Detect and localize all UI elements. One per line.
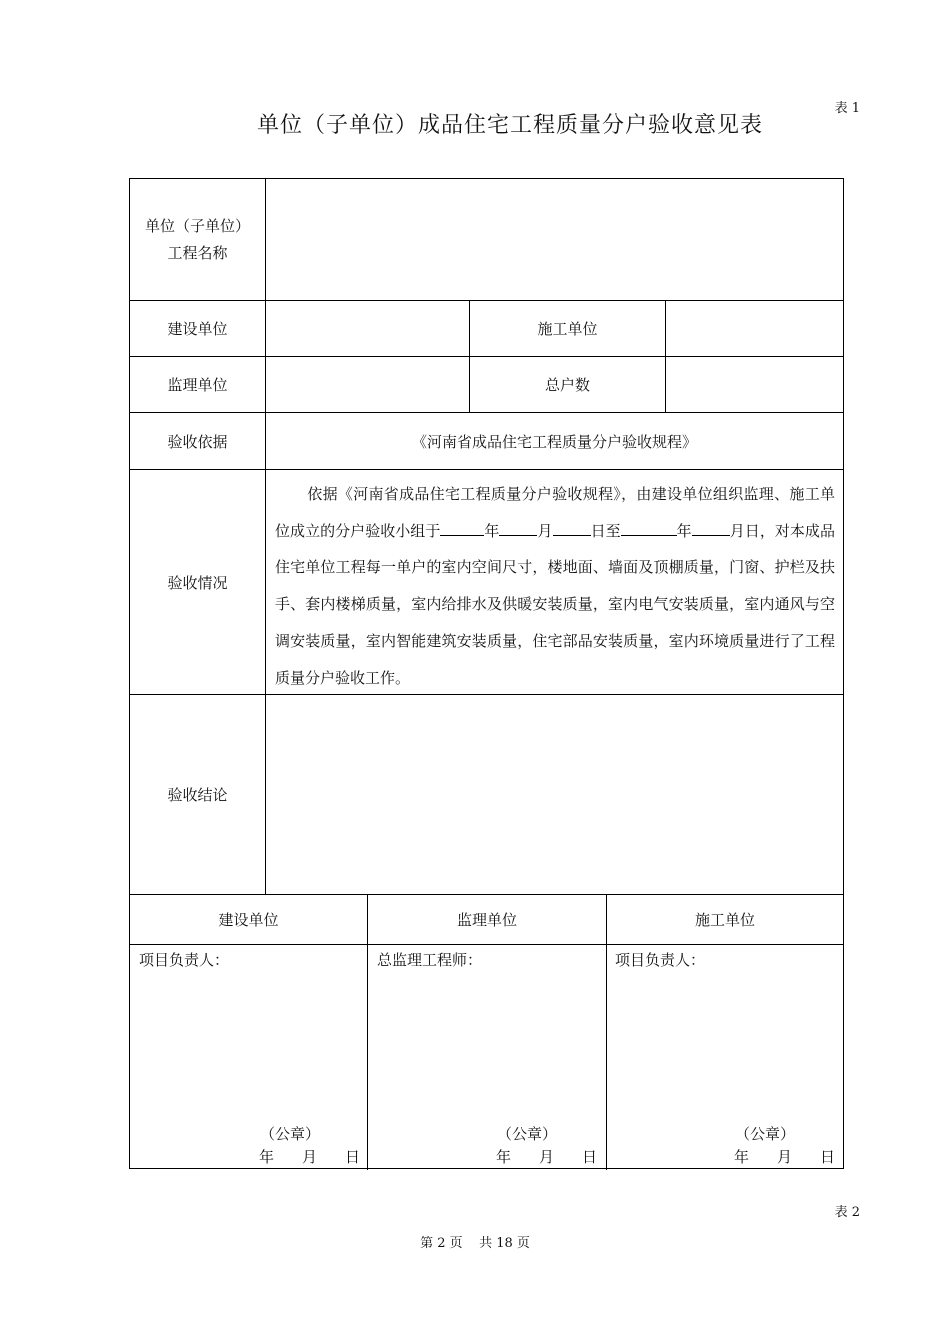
builder-seal-label: （公章） — [735, 1125, 796, 1143]
page-footer: 第 2 页 共 18 页 — [420, 1236, 530, 1251]
signature-header-builder: 施工单位 — [694, 911, 755, 929]
date-month: 月 — [539, 1148, 555, 1166]
date-year: 年 — [496, 1148, 512, 1166]
supervision-seal-label: （公章） — [497, 1125, 558, 1143]
situation-month-1: 月 — [537, 521, 553, 540]
supervision-unit-field[interactable] — [266, 357, 469, 412]
signature-header-construction: 建设单位 — [218, 911, 279, 929]
construction-signatory-label: 项目负责人： — [139, 951, 230, 969]
end-month-blank[interactable] — [692, 519, 730, 536]
conclusion-label: 验收结论 — [167, 786, 228, 804]
conclusion-field[interactable] — [266, 695, 843, 894]
construction-date-row — [259, 1146, 360, 1167]
project-name-field[interactable] — [266, 179, 843, 300]
row-divider — [130, 944, 843, 945]
start-month-blank[interactable] — [499, 519, 537, 536]
basis-value: 《河南省成品住宅工程质量分户验收规程》 — [411, 432, 697, 451]
situation-year-1: 年 — [484, 521, 500, 540]
date-day: 日 — [345, 1148, 361, 1166]
start-day-blank[interactable] — [553, 519, 591, 536]
construction-unit-field[interactable] — [266, 301, 469, 356]
situation-year-2: 年 — [676, 521, 692, 540]
situation-paragraph — [275, 476, 835, 696]
date-year: 年 — [734, 1148, 750, 1166]
next-table-number-label: 表 2 — [834, 1205, 860, 1220]
situation-text-body: 日，对本成品住宅单位工程每一单户的室内空间尺寸，楼地面、墙面及顶棚质量，门窗、护栏及扶手、套内楼梯质量，室内给排水及供暖安装质量，室内电气安装质量，室内通风与空调安装质量，室内智能建筑安装质量，住宅部品安装质量，室内环境质量进行了工程质量分户验收工作。 — [275, 521, 835, 687]
construction-unit-label: 建设单位 — [167, 320, 228, 338]
page-title: 单位（子单位）成品住宅工程质量分户验收意见表 — [256, 113, 763, 138]
situation-text-intro: 依据《河南省成品住宅工程质量分户验收规程》，由建设单位组织监理、施工单位成立的分户验收小组于 — [275, 485, 835, 540]
acceptance-form-table — [129, 178, 844, 1169]
date-month: 月 — [777, 1148, 793, 1166]
supervision-signatory-label: 总监理工程师： — [377, 951, 483, 969]
date-day: 日 — [820, 1148, 836, 1166]
total-households-label: 总户数 — [544, 376, 590, 394]
start-year-blank[interactable] — [440, 519, 484, 536]
basis-label: 验收依据 — [167, 432, 228, 451]
signature-header-supervision: 监理单位 — [456, 911, 517, 929]
date-month: 月 — [302, 1148, 318, 1166]
builder-label: 施工单位 — [537, 320, 598, 338]
situation-label: 验收情况 — [167, 573, 228, 592]
supervision-date-row — [496, 1146, 597, 1167]
table-number-label: 表 1 — [834, 101, 860, 116]
situation-month-2: 月 — [729, 521, 745, 540]
date-day: 日 — [582, 1148, 598, 1166]
builder-field[interactable] — [666, 301, 843, 356]
builder-date-row — [734, 1146, 835, 1167]
total-households-field[interactable] — [666, 357, 843, 412]
end-year-blank[interactable] — [621, 519, 677, 536]
supervision-unit-label: 监理单位 — [167, 376, 228, 394]
situation-day-to: 日至 — [590, 521, 621, 540]
project-name-label-line2: 工程名称 — [167, 243, 228, 262]
project-name-label-line1: 单位（子单位） — [144, 216, 250, 235]
date-year: 年 — [259, 1148, 275, 1166]
construction-seal-label: （公章） — [260, 1125, 321, 1143]
project-name-label — [130, 179, 265, 300]
builder-signatory-label: 项目负责人： — [615, 951, 706, 969]
